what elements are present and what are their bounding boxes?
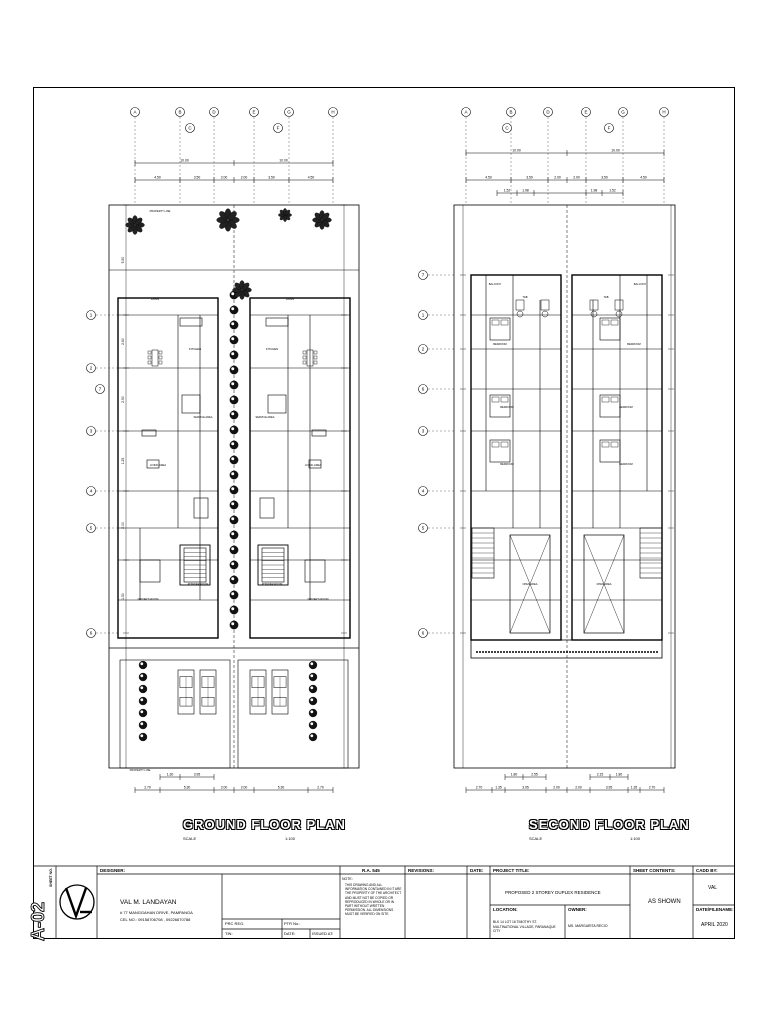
pillow xyxy=(492,397,499,402)
shrub-highlight xyxy=(140,722,143,725)
cadd-by-label: CADD BY: xyxy=(696,868,718,873)
tree-symbol xyxy=(313,211,332,230)
pillow xyxy=(602,442,609,447)
sheet-contents: AS SHOWN xyxy=(648,899,681,905)
ground-scale-value: 1:100 xyxy=(285,836,296,841)
dim-top2-label: 3.50 xyxy=(268,175,275,180)
lavatory xyxy=(542,311,548,317)
shrub-highlight xyxy=(231,457,234,460)
room-label-open-area: OPEN AREA xyxy=(522,583,538,586)
powder-room xyxy=(194,498,208,518)
lavatory xyxy=(591,311,597,317)
shrub-symbol xyxy=(230,546,238,554)
issued-label: ISSUED AT: xyxy=(312,931,334,936)
axis-top-B-text: B xyxy=(178,109,182,115)
room-label-property-line: PROPERTY LINE xyxy=(129,769,151,772)
dim-top3-label: 1.98 xyxy=(522,188,529,193)
room-label-open-area: OPEN AREA xyxy=(596,583,612,586)
shrub-highlight xyxy=(231,382,234,385)
project-title: PROPOSED 2 STOREY DUPLEX RESIDENCE xyxy=(505,890,601,895)
dim-bot2-label: 2.00 xyxy=(553,785,560,790)
axis-left-1-text: 1 xyxy=(89,312,93,318)
driver-room-bed xyxy=(140,560,160,582)
dim-bot1-label: 1.30 xyxy=(166,772,174,777)
designer-label: DESIGNER: xyxy=(100,868,126,873)
room-label-bedroom: BEDROOM xyxy=(627,343,641,346)
dining-chair xyxy=(314,361,317,364)
shrub-highlight xyxy=(231,562,234,565)
shrub-highlight xyxy=(231,367,234,370)
tree-symbol xyxy=(233,281,252,300)
shrub-highlight xyxy=(231,442,234,445)
dim-left-label: 1.50 xyxy=(121,593,125,600)
shrub-symbol xyxy=(230,576,238,584)
room-label-bedroom: BEDROOM xyxy=(493,343,507,346)
dim-top2-label: 3.50 xyxy=(193,175,201,180)
shrub-highlight xyxy=(231,352,234,355)
dim-bot1-label: 2.55 xyxy=(531,772,538,777)
tin-label: TIN: xyxy=(225,931,233,936)
room-label-service: SERVICE AREA xyxy=(255,416,275,419)
revisions-label: REVISIONS: xyxy=(408,868,435,873)
property-line xyxy=(454,205,675,768)
room-label-lawn: LAWN xyxy=(151,297,159,301)
cadd-by: VAL xyxy=(708,885,718,891)
owner-text: MS. MARGARITA RECIO xyxy=(568,924,608,928)
shrub-highlight xyxy=(231,397,234,400)
tree-symbol xyxy=(126,216,145,235)
axis-left-1-text: 1 xyxy=(421,312,425,318)
shrub-symbol xyxy=(230,351,238,359)
shrub-highlight xyxy=(231,427,234,430)
shrub-symbol xyxy=(230,561,238,569)
room-label-driver: DRIVER'S ROOM xyxy=(307,598,329,601)
shrub-symbol xyxy=(230,531,238,539)
dim-bot2-label: 2.00 xyxy=(240,785,248,790)
dim-bot2-label: 2.70 xyxy=(648,785,656,790)
dim-bot2-label: 3.95 xyxy=(605,785,613,790)
pillow xyxy=(501,442,508,447)
shrub-symbol xyxy=(309,721,317,729)
shrub-highlight xyxy=(310,686,313,689)
ra-label: R.A. 545 xyxy=(362,868,380,873)
second-scale-label: SCALE xyxy=(529,836,543,841)
axis-left-2-text: 2 xyxy=(89,365,93,371)
date-filename: APRIL 2020 xyxy=(701,922,728,928)
dim-left-label: 2.50 xyxy=(121,396,125,403)
dining-chair xyxy=(303,356,306,359)
project-title-label: PROJECT TITLE: xyxy=(493,868,530,873)
pillow xyxy=(501,320,508,325)
car-symbol xyxy=(178,670,194,714)
shrub-symbol xyxy=(309,709,317,717)
shrub-symbol xyxy=(230,426,238,434)
designer-address: # 77 MANGGAHAN DRIVE, PAMPANGA xyxy=(120,910,193,915)
room-label-balcony: BALCONY xyxy=(633,283,647,286)
room-label-balcony: BALCONY xyxy=(488,283,502,286)
dim-top1-label: 10.00 xyxy=(512,148,521,153)
pillow xyxy=(611,442,618,447)
second-floor-plan xyxy=(419,108,676,794)
dim-top1-label: 10.00 xyxy=(611,148,620,153)
room-label-service: SERVICE AREA xyxy=(193,416,213,419)
room-label-driver: DRIVER'S ROOM xyxy=(137,598,159,601)
shrub-highlight xyxy=(231,532,234,535)
dim-top1-label: 10.00 xyxy=(279,158,288,163)
car-symbol xyxy=(250,670,266,714)
dining-chair xyxy=(148,356,151,359)
shrub-symbol xyxy=(230,306,238,314)
room-label-powder: POWDER ROOM xyxy=(187,583,209,586)
shrub-highlight xyxy=(140,686,143,689)
room-label-bedroom: BEDROOM xyxy=(500,406,514,409)
axis-left-5-text: 5 xyxy=(421,525,425,531)
shrub-symbol xyxy=(139,685,147,693)
shrub-highlight xyxy=(310,662,313,665)
room-label-lawn: LAWN xyxy=(286,297,294,301)
shrub-symbol xyxy=(230,501,238,509)
room-label-living: LIVING AREA xyxy=(304,464,322,467)
dim-top2-label: 4.50 xyxy=(485,175,492,180)
dim-top2-label: 4.50 xyxy=(307,175,315,180)
shrub-highlight xyxy=(231,517,234,520)
dim-bot2-label: 2.00 xyxy=(575,785,582,790)
dim-bot2-label: 2.70 xyxy=(144,785,151,790)
note-text: THIS DRAWING AND ALL INFORMATION CONTAINED IN IT ARE THE PROPERTY OF THE ARCHITECT AND MUST NOT BE COPIED OR REPRODUCED IN WHOLE OR IN PART WITHOUT WRITTEN PERMISSION. ALL DIMENSIONS MUST BE VERIFIED ON SITE. xyxy=(345,883,402,917)
dining-chair xyxy=(159,351,162,354)
axis-left-6-text: 6 xyxy=(421,630,425,636)
dim-left-label: 2.60 xyxy=(121,338,125,345)
dim-top2-label: 2.00 xyxy=(573,175,580,180)
kitchen-counter xyxy=(180,318,202,326)
ground-floor-plan xyxy=(87,108,360,794)
shrub-symbol xyxy=(230,366,238,374)
unit-left-wall xyxy=(118,298,218,638)
shrub-highlight xyxy=(140,734,143,737)
owner-label: OWNER: xyxy=(568,907,587,912)
bed xyxy=(490,318,510,340)
shrub-highlight xyxy=(231,472,234,475)
service-area-box xyxy=(268,395,286,413)
dining-chair xyxy=(303,351,306,354)
tree-symbol xyxy=(217,209,240,232)
driver-room-bed xyxy=(305,560,325,582)
dining-chair xyxy=(314,356,317,359)
shrub-highlight xyxy=(310,674,313,677)
note-label: NOTE: xyxy=(342,877,353,881)
powder-room xyxy=(260,498,274,518)
car-symbol xyxy=(272,670,288,714)
axis-left-6-text: 6 xyxy=(89,630,93,636)
location-text: BLK 14 LOT 16 TIMOTHY ST. MULTINATIONAL VILLAGE, PARANAQUE CITY xyxy=(493,920,556,933)
prc-label: PRC REG. xyxy=(225,921,245,926)
designer-contact: CEL NO.: 09158706708 , 09226670788 xyxy=(120,917,191,922)
second-plan-title xyxy=(529,817,690,832)
room-label-kitchen: KITCHEN xyxy=(188,347,202,351)
dim-top3-label: 1.98 xyxy=(590,188,598,193)
shrub-symbol xyxy=(309,733,317,741)
bed xyxy=(600,318,620,340)
dim-left-label: 5.50 xyxy=(121,256,125,264)
shrub-symbol xyxy=(230,516,238,524)
shrub-highlight xyxy=(140,698,143,701)
car-symbol xyxy=(200,670,216,714)
axis-top-F-text: F xyxy=(276,125,280,131)
shrub-symbol xyxy=(230,471,238,479)
designer-name: VAL M. LANDAYAN xyxy=(120,899,177,906)
shrub-highlight xyxy=(231,502,234,505)
axis-top-A-text: A xyxy=(133,109,137,115)
shrub-symbol xyxy=(230,336,238,344)
shrub-symbol xyxy=(230,441,238,449)
shrub-symbol xyxy=(139,673,147,681)
room-label-tb: T&B xyxy=(522,296,528,299)
axis-top-B-text: B xyxy=(509,109,513,115)
pillow xyxy=(602,397,609,402)
axis-left-4-text: 4 xyxy=(89,488,93,494)
dim-top2-label: 2.00 xyxy=(554,175,561,180)
axis-top-C-text: C xyxy=(505,125,509,131)
dim-top2-label: 2.00 xyxy=(220,175,228,180)
bed xyxy=(490,440,510,462)
shrub-symbol xyxy=(230,621,238,629)
room-label-tb: T&B xyxy=(603,296,609,299)
axis-top-A-text: A xyxy=(464,109,468,115)
room-label-powder: POWDER ROOM xyxy=(261,583,283,586)
shrub-highlight xyxy=(310,722,313,725)
axis-top-D-text: D xyxy=(546,109,550,115)
dim-bot2-label: 1.35 xyxy=(495,785,502,790)
svg-text:A-02: A-02 xyxy=(28,901,48,941)
axis-left-6-text: 6 xyxy=(421,386,425,392)
shrub-highlight xyxy=(310,734,313,737)
shrub-highlight xyxy=(231,577,234,580)
axis-left-7-text: 7 xyxy=(421,272,425,278)
axis-top-E-text: E xyxy=(584,109,588,115)
tree-symbol xyxy=(278,208,291,221)
shrub-symbol xyxy=(230,486,238,494)
dim-top2-label: 3.50 xyxy=(526,175,533,180)
axis-top-D-text: D xyxy=(212,109,216,115)
second-scale-value: 1:100 xyxy=(630,836,641,841)
ground-plan-title-text: GROUND FLOOR PLAN xyxy=(183,817,346,832)
date-filename-label: DATE/FILENAME: xyxy=(696,907,734,912)
dim-top1-label: 10.00 xyxy=(180,158,189,163)
dim-bot1-label: 1.80 xyxy=(510,772,518,777)
shrub-symbol xyxy=(139,733,147,741)
axis-left-7-text: 7 xyxy=(98,386,102,392)
sheet-contents-label: SHEET CONTENTS: xyxy=(633,868,676,873)
dim-bot2-label: 2.00 xyxy=(220,785,228,790)
shrub-highlight xyxy=(231,547,234,550)
shrub-highlight xyxy=(140,662,143,665)
dim-bot2-label: 2.70 xyxy=(475,785,483,790)
date-label: DATE: xyxy=(284,931,296,936)
shrub-highlight xyxy=(231,292,234,295)
dim-left-label: 2.00 xyxy=(121,522,125,529)
shrub-highlight xyxy=(231,607,234,610)
dim-bot2-label: 1.35 xyxy=(630,785,638,790)
axis-top-F-text: F xyxy=(607,125,611,131)
balcony-slab xyxy=(471,640,662,658)
axis-left-3-text: 3 xyxy=(421,428,425,434)
pillow xyxy=(492,320,499,325)
shrub-symbol xyxy=(309,685,317,693)
lavatory xyxy=(616,311,622,317)
dim-bot1b-label: 2.15 xyxy=(596,772,604,777)
dining-chair xyxy=(148,351,151,354)
shrub-highlight xyxy=(140,710,143,713)
room-label-bedroom: BEDROOM xyxy=(619,406,633,409)
second-plan-title-text: SECOND FLOOR PLAN xyxy=(529,817,690,832)
dim-top2-label: 4.50 xyxy=(640,175,647,180)
shrub-symbol xyxy=(230,411,238,419)
dining-chair xyxy=(303,361,306,364)
shrub-symbol xyxy=(139,697,147,705)
toilet-fixture xyxy=(590,300,598,310)
axis-top-H-text: H xyxy=(662,109,666,115)
location-label: LOCATION: xyxy=(493,907,518,912)
shrub-highlight xyxy=(310,698,313,701)
dim-top2-label: 4.50 xyxy=(154,175,161,180)
shrub-highlight xyxy=(231,322,234,325)
shrub-symbol xyxy=(230,606,238,614)
axis-top-G-text: G xyxy=(287,109,291,115)
dim-top2-label: 2.00 xyxy=(240,175,248,180)
pillow xyxy=(602,320,609,325)
toilet-fixture xyxy=(541,300,549,310)
ground-plan-title xyxy=(183,817,346,832)
dim-top3-label: 1.52 xyxy=(609,188,616,193)
dim-bot2-label: 3.95 xyxy=(522,785,529,790)
shrub-highlight xyxy=(231,592,234,595)
ground-scale-label: SCALE xyxy=(183,836,197,841)
axis-top-G-text: G xyxy=(621,109,625,115)
lavatory xyxy=(517,311,523,317)
pillow xyxy=(501,397,508,402)
shrub-symbol xyxy=(230,591,238,599)
shrub-symbol xyxy=(230,396,238,404)
room-label-kitchen: KITCHEN xyxy=(265,347,279,351)
dim-top2-label: 3.50 xyxy=(601,175,608,180)
pillow xyxy=(492,442,499,447)
axis-left-3-text: 3 xyxy=(89,428,93,434)
room-label-bedroom: BEDROOM xyxy=(500,463,514,466)
axis-left-5-text: 5 xyxy=(89,525,93,531)
shrub-highlight xyxy=(231,337,234,340)
bed xyxy=(600,395,620,417)
shrub-symbol xyxy=(309,697,317,705)
shrub-highlight xyxy=(231,487,234,490)
dining-chair xyxy=(148,361,151,364)
dim-top3-label: 1.52 xyxy=(503,188,511,193)
shrub-symbol xyxy=(230,321,238,329)
bed xyxy=(600,440,620,462)
axis-top-E-text: E xyxy=(252,109,256,115)
unit-right-wall xyxy=(572,275,662,640)
pillow xyxy=(611,320,618,325)
dining-chair xyxy=(159,361,162,364)
shrub-highlight xyxy=(310,710,313,713)
shrub-symbol xyxy=(139,709,147,717)
dining-chair xyxy=(314,351,317,354)
kitchen-counter xyxy=(266,318,288,326)
shrub-highlight xyxy=(231,412,234,415)
dim-bot2-label: 5.30 xyxy=(183,785,191,790)
pillow xyxy=(611,397,618,402)
toilet-fixture xyxy=(516,300,524,310)
dim-bot2-label: 2.70 xyxy=(317,785,324,790)
shrub-symbol xyxy=(309,661,317,669)
axis-left-4-text: 4 xyxy=(421,488,425,494)
revisions-date-label: DATE: xyxy=(470,868,484,873)
dim-bot1b-label: 1.80 xyxy=(615,772,623,777)
ptr-no-label: PTR No.: xyxy=(284,921,301,926)
shrub-symbol xyxy=(139,661,147,669)
shrub-symbol xyxy=(139,721,147,729)
dim-bot2-label: 5.30 xyxy=(277,785,285,790)
axis-top-C-text: C xyxy=(188,125,192,131)
axis-top-H-text: H xyxy=(331,109,335,115)
service-area-box xyxy=(182,395,200,413)
room-label-living: LIVING AREA xyxy=(149,464,167,467)
room-label-bedroom: BEDROOM xyxy=(619,463,633,466)
shrub-highlight xyxy=(140,674,143,677)
shrub-highlight xyxy=(231,622,234,625)
unit-left-wall xyxy=(471,275,561,640)
dining-table xyxy=(152,350,158,366)
shrub-symbol xyxy=(230,456,238,464)
dim-left-label: 1.25 xyxy=(121,457,125,465)
shrub-highlight xyxy=(231,307,234,310)
room-label-property-line: PROPERTY LINE xyxy=(149,210,171,213)
dim-bot1-label: 3.95 xyxy=(193,772,201,777)
toilet-fixture xyxy=(615,300,623,310)
shrub-symbol xyxy=(230,381,238,389)
dining-chair xyxy=(159,356,162,359)
shrub-symbol xyxy=(309,673,317,681)
axis-left-2-text: 2 xyxy=(421,346,425,352)
svg-text:SHEET NO.: SHEET NO. xyxy=(49,868,53,887)
